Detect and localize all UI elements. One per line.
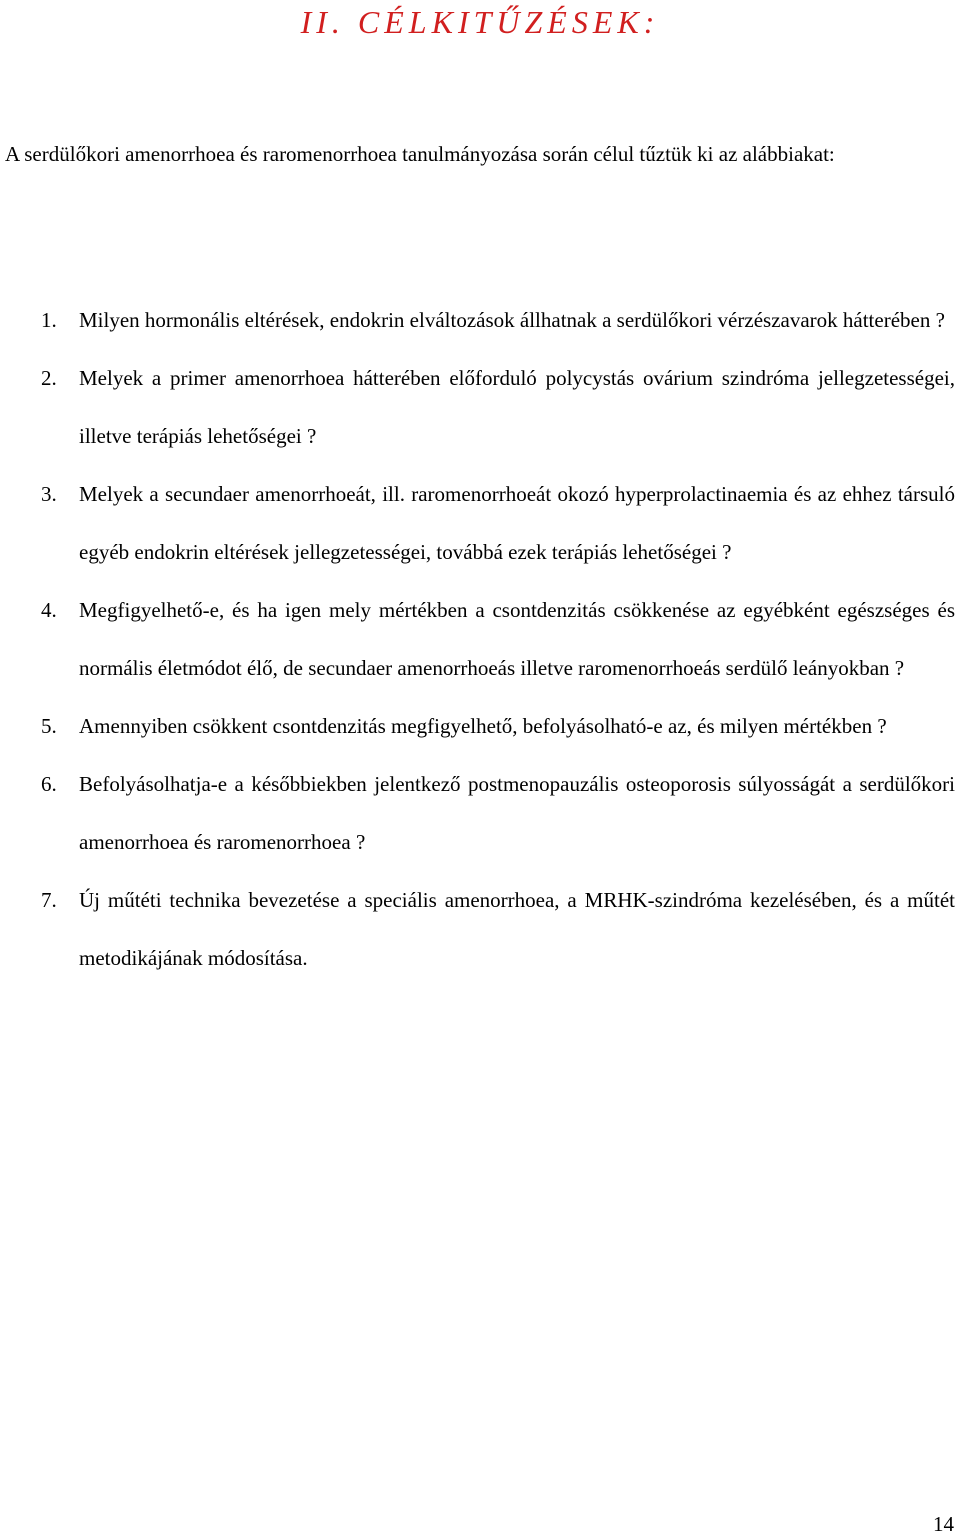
objectives-list [0, 291, 960, 987]
item-text: Megfigyelhető-e, és ha igen mely mértékben a csontdenzitás csökkenése az egyébként egészséges és normális életmódot élő, de secundaer amenorrhoeás illetve raromenorrhoeás serdülő leányokban ? [79, 598, 955, 680]
list-item [0, 755, 955, 871]
list-item [0, 465, 955, 581]
section-heading: II. CÉLKITŰZÉSEK: [300, 4, 660, 40]
list-item [0, 291, 955, 349]
list-item [0, 697, 955, 755]
item-number: 1. [41, 308, 57, 332]
intro-paragraph: A serdülőkori amenorrhoea és raromenorrhoea tanulmányozása során célul tűztük ki az alábbiakat: [5, 142, 835, 166]
item-text: Melyek a primer amenorrhoea hátterében előforduló polycystás ovárium szindróma jellegzetességei, illetve terápiás lehetőségei ? [79, 366, 955, 448]
page-number: 14 [933, 1512, 954, 1536]
list-item [0, 349, 955, 465]
item-text: Befolyásolhatja-e a későbbiekben jelentkező postmenopauzális osteoporosis súlyosságát a serdülőkori amenorrhoea és raromenorrhoea ? [79, 772, 955, 854]
item-text: Amennyiben csökkent csontdenzitás megfigyelhető, befolyásolható-e az, és milyen mértékben ? [79, 714, 887, 738]
item-number: 3. [41, 482, 57, 506]
item-number: 6. [41, 772, 57, 796]
list-item [0, 581, 955, 697]
item-text: Melyek a secundaer amenorrhoeát, ill. raromenorrhoeát okozó hyperprolactinaemia és az ehhez társuló egyéb endokrin eltérések jellegzetességei, továbbá ezek terápiás lehetőségei ? [79, 482, 955, 564]
item-number: 5. [41, 714, 57, 738]
item-number: 2. [41, 366, 57, 390]
list-item [0, 871, 955, 987]
item-number: 4. [41, 598, 57, 622]
item-text: Milyen hormonális eltérések, endokrin elváltozások állhatnak a serdülőkori vérzészavarok hátterében ? [79, 308, 945, 332]
item-text: Új műtéti technika bevezetése a speciális amenorrhoea, a MRHK-szindróma kezelésében, és a műtét metodikájának módosítása. [79, 888, 955, 970]
item-number: 7. [41, 888, 57, 912]
